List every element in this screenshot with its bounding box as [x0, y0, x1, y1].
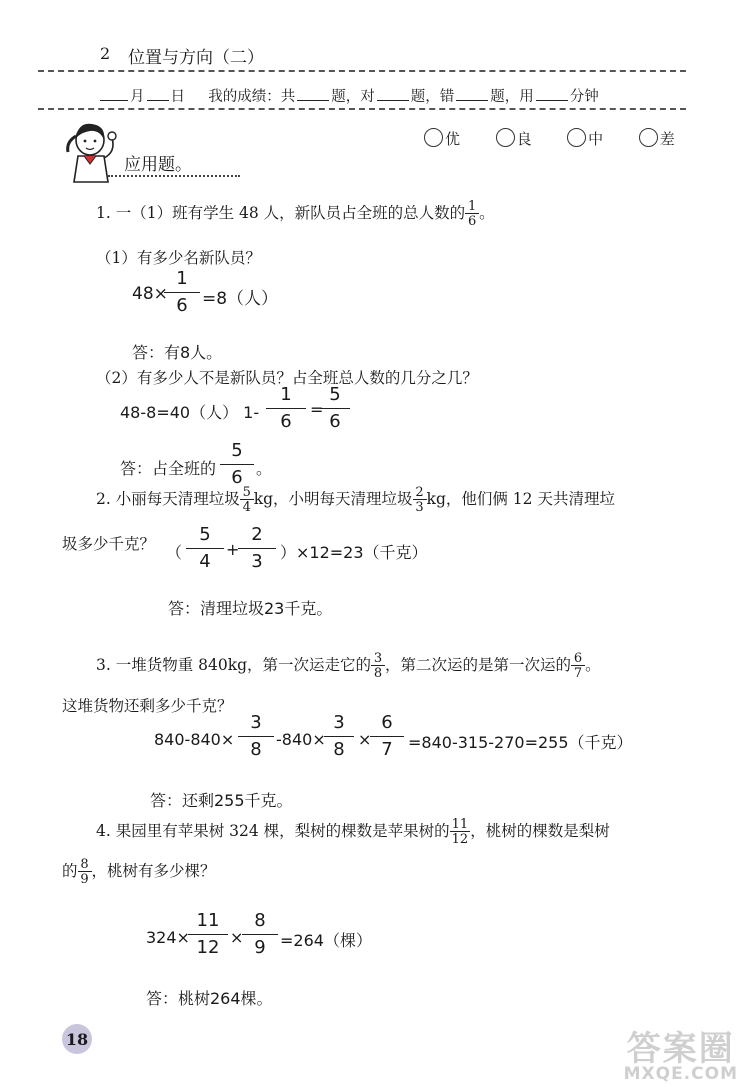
rating-poor[interactable]: 差: [639, 130, 675, 148]
q1-sub1-calc-prefix: 48×: [132, 284, 168, 304]
q3-calc-fraction-2: 3 8: [324, 714, 354, 759]
page-number: 18: [62, 1024, 92, 1054]
section-heading: 应用题。: [124, 155, 192, 175]
heading-dotted-underline: [108, 175, 240, 177]
q4-fraction-1: $\frac{11}{12}$: [451, 817, 469, 847]
q1-sub1-calc-result: =8（人）: [202, 289, 279, 309]
q3-text: 3. 一堆货物重 840kg，第一次运走它的 $\frac{3}{8}$ ，第二次运的是第一次运的 $\frac{6}{7}$ 。: [96, 651, 601, 681]
circle-icon: [496, 128, 515, 147]
rating-group: [424, 128, 675, 149]
q4-calc-fraction-2: 8 9: [242, 912, 278, 957]
q2-calc-open: （: [166, 543, 183, 562]
q2-calc-plus: +: [226, 540, 240, 559]
circle-icon: [424, 128, 443, 147]
section-number: 2: [100, 44, 111, 63]
watermark-logo-text: 答案圈: [626, 1029, 735, 1069]
section-title: 位置与方向（二）: [128, 48, 264, 68]
score-prefix: 我的成绩：共: [208, 89, 296, 105]
q1-sub2-answer-suffix: 。: [256, 459, 273, 478]
q2-fraction-2: $\frac{2}{3}$: [413, 486, 427, 514]
rating-medium[interactable]: 中: [567, 130, 603, 148]
q4-fraction-2: $\frac{8}{9}$: [78, 858, 92, 886]
score-line: [98, 85, 599, 106]
circle-icon: [567, 128, 586, 147]
q2-calc-fraction-1: 5 4: [186, 526, 224, 571]
q1-sub1-calc-fraction: 1 6: [164, 270, 200, 315]
rating-good[interactable]: 良: [496, 130, 532, 148]
q2-calc-rest: ）×12=23（千克）: [280, 543, 428, 562]
q3-calc-fraction-3: 6 7: [370, 714, 404, 759]
q4-text-line2: 的 $\frac{8}{9}$ ，桃树有多少棵？: [62, 857, 216, 887]
q3-calc-c: ×: [358, 730, 372, 749]
circle-icon: [639, 128, 658, 147]
day-label: 日: [170, 89, 185, 105]
rating-excellent[interactable]: 优: [424, 130, 460, 148]
month-label: 月: [130, 89, 145, 105]
q2-calc-fraction-2: 2 3: [238, 526, 276, 571]
q1-fraction: $\frac{1}{6}$: [465, 200, 479, 228]
q4-calc-a: 324×: [146, 928, 190, 947]
score-correct-label: 题，对: [331, 89, 375, 105]
q1-sub2-calc-fraction-2: 5 6: [320, 386, 350, 431]
q1-sub2-calc-prefix: 48-8=40（人） 1-: [120, 403, 260, 422]
q3-calc-fraction-1: 3 8: [238, 714, 274, 759]
q4-calc-b: ×: [230, 928, 244, 947]
minutes-label: 分钟: [569, 89, 599, 105]
watermark: [623, 1029, 738, 1084]
q4-answer: 答：桃树264棵。: [146, 989, 273, 1008]
watermark-url: MXQE.COM: [623, 1064, 738, 1084]
q3-fraction-2: $\frac{6}{7}$: [571, 652, 585, 680]
q3-calc-a: 840-840×: [154, 730, 235, 749]
q2-fraction-1: $\frac{5}{4}$: [240, 486, 254, 514]
q3-answer: 答：还剩255千克。: [150, 791, 293, 810]
q1-sub2-question: （2）有多少人不是新队员？占全班总人数的几分之几？: [96, 369, 478, 387]
header-divider-bottom: [38, 108, 686, 110]
q1-text: 1. 一（1）班有学生 48 人，新队员占全班的总人数的 $\frac{1}{6}$ 。: [96, 199, 495, 229]
q4-text: 4. 果园里有苹果树 324 棵，梨树的棵数是苹果树的 $\frac{11}{12}$ ，桃树的棵数是梨树: [96, 817, 610, 847]
q1-sub2-calc-equals: =: [310, 400, 324, 419]
q2-text: 2. 小丽每天清理垃圾 $\frac{5}{4}$ kg，小明每天清理垃圾 $\frac{2}{3}$ kg，他们俩 12 天共清理垃: [96, 485, 615, 515]
score-wrong-label: 题，错: [410, 89, 455, 105]
score-time-label: 题，用: [490, 89, 534, 105]
q3-calc-d: =840-315-270=255（千克）: [408, 733, 633, 752]
q2-answer: 答：清理垃圾23千克。: [168, 599, 333, 618]
q3-fraction-1: $\frac{3}{8}$: [371, 652, 385, 680]
q4-calc-fraction-1: 11 12: [188, 912, 228, 957]
q1-sub1-answer: 答：有8人。: [132, 343, 223, 362]
header-divider-top: [38, 70, 686, 72]
q4-calc-c: =264（棵）: [280, 931, 372, 950]
q3-text-line2: 这堆货物还剩多少千克？: [62, 697, 233, 715]
q1-sub2-calc-fraction-1: 1 6: [266, 386, 306, 431]
student-illustration: [56, 118, 128, 190]
q1-sub2-answer-prefix: 答：占全班的: [120, 459, 217, 478]
q1-sub1-question: （1）有多少名新队员？: [96, 249, 261, 267]
q3-calc-b: -840×: [276, 730, 326, 749]
q2-text-line2: 圾多少千克？: [62, 535, 156, 553]
q1-sub2-answer-fraction: 5 6: [220, 442, 254, 487]
